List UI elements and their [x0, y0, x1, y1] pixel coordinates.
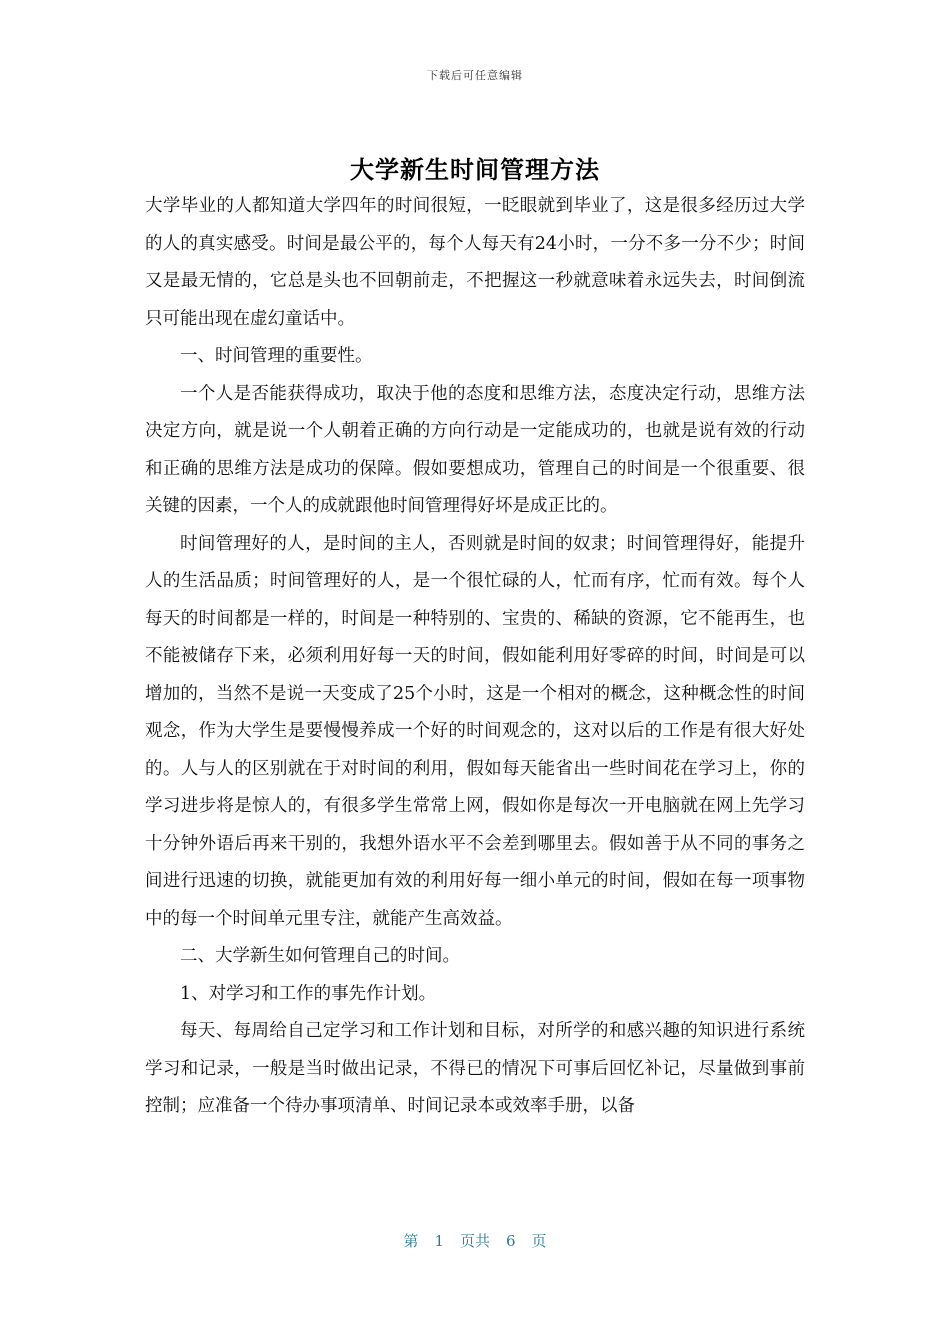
- subheading-plan-ahead: 1、对学习和工作的事先作计划。: [180, 983, 437, 1004]
- header-note: 下载后可任意编辑: [427, 69, 523, 82]
- paragraph-success: 一个人是否能获得成功，取决于他的态度和思维方法，态度决定行动，思维方法决定方向，就是说一个人朝着正确的方向行动是一定能成功的，也就是说有效的行动和正确的思维方法是成功的保障。假如要想成功，管理自己的时间是一个很重要、很关键的因素，一个人的成就跟他时间管理得好坏是成正比的。: [145, 383, 805, 516]
- footer-prefix: 第: [403, 1232, 419, 1250]
- footer-suffix: 页: [531, 1232, 547, 1250]
- section-heading-importance: 一、时间管理的重要性。: [180, 346, 373, 366]
- paragraph-daily-plan: 每天、每周给自己定学习和工作计划和目标，对所学的和感兴趣的知识进行系统学习和记录，一般是当时做出记录，不得已的情况下可事后回忆补记，尽量做到事前控制；应准备一个待办事项清单、时间记录本或效率手册，以备: [145, 1021, 805, 1116]
- document-body: [145, 188, 805, 1126]
- footer-current-page: 1: [434, 1232, 444, 1250]
- paragraph-time-master: 时间管理好的人，是时间的主人，否则就是时间的奴隶；时间管理得好，能提升人的生活品质；时间管理好的人，是一个很忙碌的人，忙而有序，忙而有效。每个人每天的时间都是一样的，时间是一种特别的、宝贵的、稀缺的资源，它不能再生，也不能被储存下来，必须利用好每一天的时间，假如能利用好零碎的时间，时间是可以增加的，当然不是说一天变成了25个小时，这是一个相对的概念，这种概念性的时间观念，作为大学生是要慢慢养成一个好的时间观念的，这对以后的工作是有很大好处的。人与人的区别就在于对时间的利用，假如每天能省出一些时间花在学习上，你的学习进步将是惊人的，有很多学生常常上网，假如你是每次一开电脑就在网上先学习十分钟外语后再来干别的，我想外语水平不会差到哪里去。假如善于从不同的事务之间进行迅速的切换，就能更加有效的利用好每一细小单元的时间，假如在每一项事物中的每一个时间单元里专注，就能产生高效益。: [145, 533, 805, 929]
- footer-total-pages: 6: [506, 1232, 516, 1250]
- footer-middle: 页共: [459, 1232, 490, 1250]
- document-title: 大学新生时间管理方法: [350, 156, 600, 184]
- paragraph-intro: 大学毕业的人都知道大学四年的时间很短，一眨眼就到毕业了，这是很多经历过大学的人的真实感受。时间是最公平的，每个人每天有24小时，一分不多一分不少；时间又是最无情的，它总是头也不回朝前走，不把握这一秒就意味着永远失去，时间倒流只可能出现在虚幻童话中。: [145, 196, 805, 329]
- section-heading-how-to-manage: 二、大学新生如何管理自己的时间。: [180, 946, 460, 966]
- page-footer: [0, 1230, 950, 1251]
